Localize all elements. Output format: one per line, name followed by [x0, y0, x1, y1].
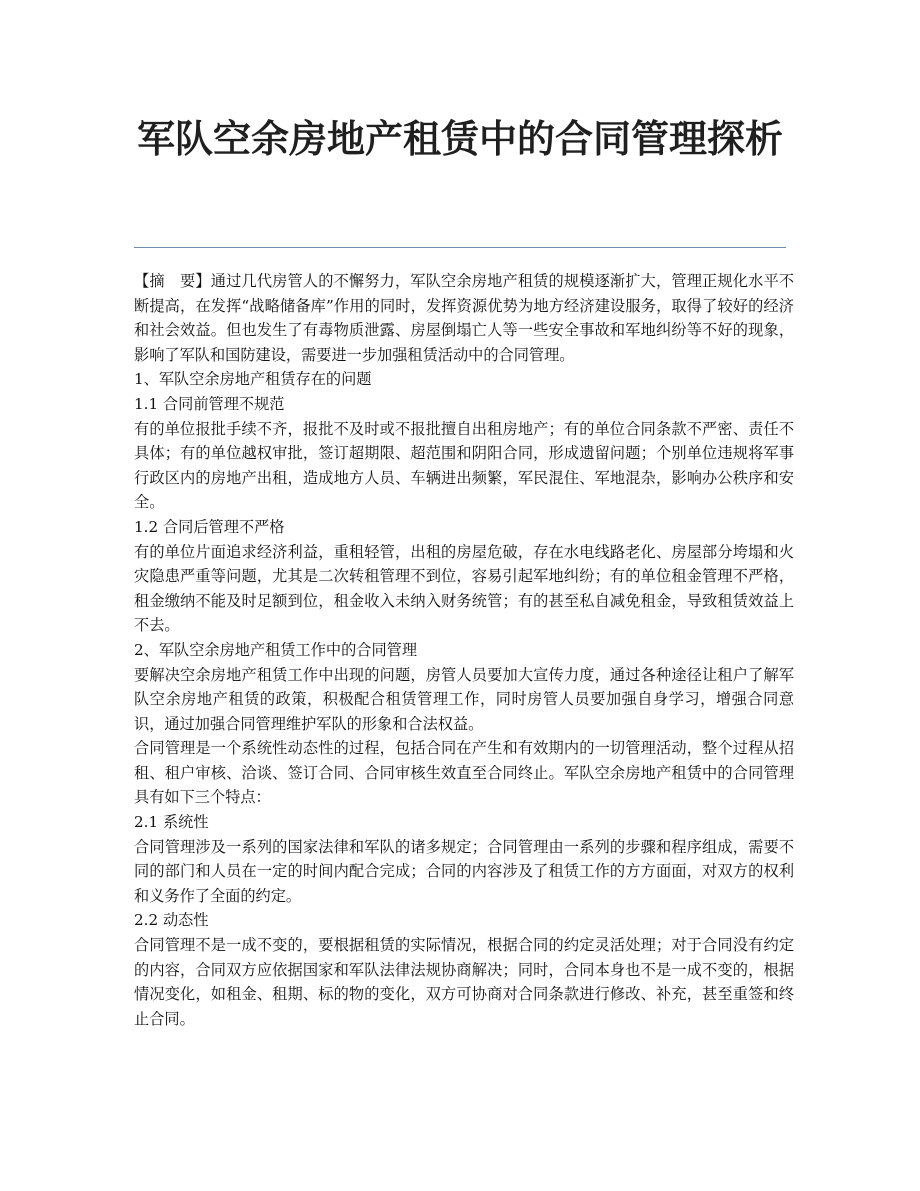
section-heading-1: 1、军队空余房地产租赁存在的问题	[134, 370, 372, 389]
subsection-heading-2-1: 2.1 系统性	[134, 813, 209, 832]
document-body	[134, 269, 794, 1031]
body-paragraph: 合同管理不是一成不变的，要根据租赁的实际情况，根据合同的约定灵活处理；对于合同没有约定的内容，合同双方应依据国家和军队法律法规协商解决；同时，合同本身也不是一成不变的，根据情况变化，如租金、租期、标的物的变化，双方可协商对合同条款进行修改、补充，甚至重签和终止合同。	[134, 936, 794, 1028]
title-divider	[134, 247, 786, 248]
body-paragraph: 合同管理是一个系统性动态性的过程，包括合同在产生和有效期内的一切管理活动，整个过程从招租、租户审核、洽谈、签订合同、合同审核生效直至合同终止。军队空余房地产租赁中的合同管理具有如下三个特点：	[134, 739, 794, 807]
abstract-paragraph: 【摘 要】通过几代房管人的不懈努力，军队空余房地产租赁的规模逐渐扩大，管理正规化水平不断提高，在发挥“战略储备库”作用的同时，发挥资源优势为地方经济建设服务，取得了较好的经济和社会效益。但也发生了有毒物质泄露、房屋倒塌亡人等一些安全事故和军地纠纷等不好的现象，影响了军队和国防建设，需要进一步加强租赁活动中的合同管理。	[134, 272, 794, 364]
document-title: 军队空余房地产租赁中的合同管理探析	[136, 117, 783, 161]
subsection-heading-1-2: 1.2 合同后管理不严格	[134, 517, 285, 536]
subsection-heading-1-1: 1.1 合同前管理不规范	[134, 394, 285, 413]
body-paragraph: 要解决空余房地产租赁工作中出现的问题，房管人员要加大宣传力度，通过各种途径让租户了解军队空余房地产租赁的政策，积极配合租赁管理工作，同时房管人员要加强自身学习，增强合同意识，通过加强合同管理维护军队的形象和合法权益。	[134, 665, 794, 733]
body-paragraph: 有的单位片面追求经济利益，重租轻管，出租的房屋危破，存在水电线路老化、房屋部分垮塌和火灾隐患严重等问题，尤其是二次转租管理不到位，容易引起军地纠纷；有的单位租金管理不严格，租金缴纳不能及时足额到位，租金收入未纳入财务统管；有的甚至私自减免租金，导致租赁效益上不去。	[134, 542, 794, 635]
section-heading-2: 2、军队空余房地产租赁工作中的合同管理	[134, 640, 418, 659]
body-paragraph: 有的单位报批手续不齐，报批不及时或不报批擅自出租房地产；有的单位合同条款不严密、责任不具体；有的单位越权审批，签订超期限、超范围和阴阳合同，形成遗留问题；个别单位违规将军事行政区内的房地产出租，造成地方人员、车辆进出频繁，军民混住、军地混杂，影响办公秩序和安全。	[134, 419, 794, 512]
subsection-heading-2-2: 2.2 动态性	[134, 911, 209, 930]
body-paragraph: 合同管理涉及一系列的国家法律和军队的诸多规定；合同管理由一系列的步骤和程序组成，需要不同的部门和人员在一定的时间内配合完成；合同的内容涉及了租赁工作的方方面面，对双方的权利和义务作了全面的约定。	[134, 837, 794, 905]
